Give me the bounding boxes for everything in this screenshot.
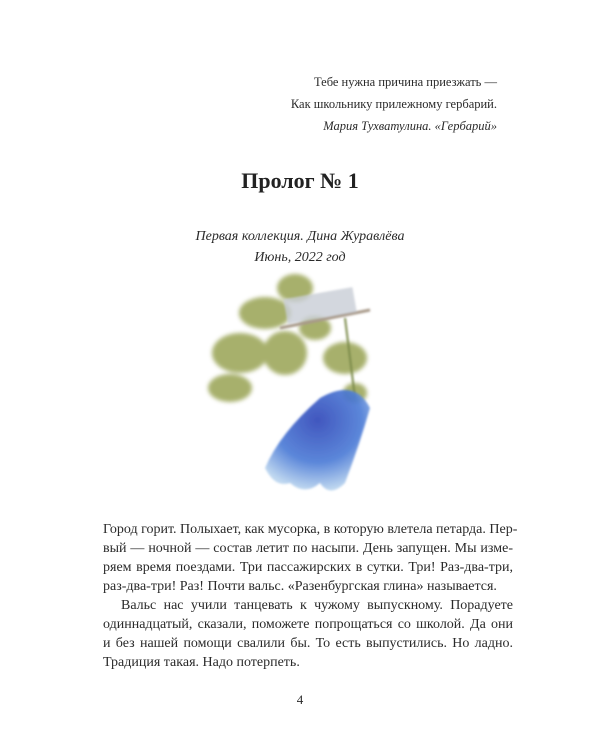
- text-line: Традиция такая. Надо потерпеть.: [103, 655, 300, 670]
- text-line: Город горит. Полыхает, как мусорка, в которую влетела петарда. Пер-: [103, 522, 518, 537]
- paragraph: [103, 520, 518, 596]
- epigraph-line: Как школьнику прилежному гербарий.: [290, 97, 497, 111]
- text-line: Вальс нас учили танцевать к чужому выпускному. Порадуете: [121, 598, 513, 613]
- text-line: вый — ночной — состав летит по насыпи. День запущен. Мы изме-: [103, 541, 513, 556]
- text-line: ряем время поездами. Три пассажирских в сутки. Три! Раз-два-три,: [103, 560, 513, 575]
- epigraph-attribution: Мария Тухватулина. «Гербарий»: [323, 119, 497, 133]
- paragraph: [103, 596, 513, 672]
- subtitle-line: Июнь, 2022 год: [254, 250, 346, 265]
- text-line: одиннадцатый, сказали, поможете попрощаться со школой. Да они: [103, 617, 513, 632]
- epigraph: [291, 71, 497, 137]
- page-number: 4: [296, 692, 304, 707]
- body-text: [103, 520, 518, 672]
- subtitle-line: Первая коллекция. Дина Журавлёва: [195, 229, 405, 244]
- text-line: и без нашей помощи свалили бы. То есть выпустились. Но ладно.: [103, 636, 513, 651]
- text-line: раз-два-три! Раз! Почти вальс. «Разенбургская глина» называется.: [103, 579, 497, 594]
- chapter-title: Пролог № 1: [241, 168, 359, 193]
- epigraph-line: Тебе нужна причина приезжать —: [313, 75, 497, 89]
- pressed-flower-illustration: [195, 258, 435, 508]
